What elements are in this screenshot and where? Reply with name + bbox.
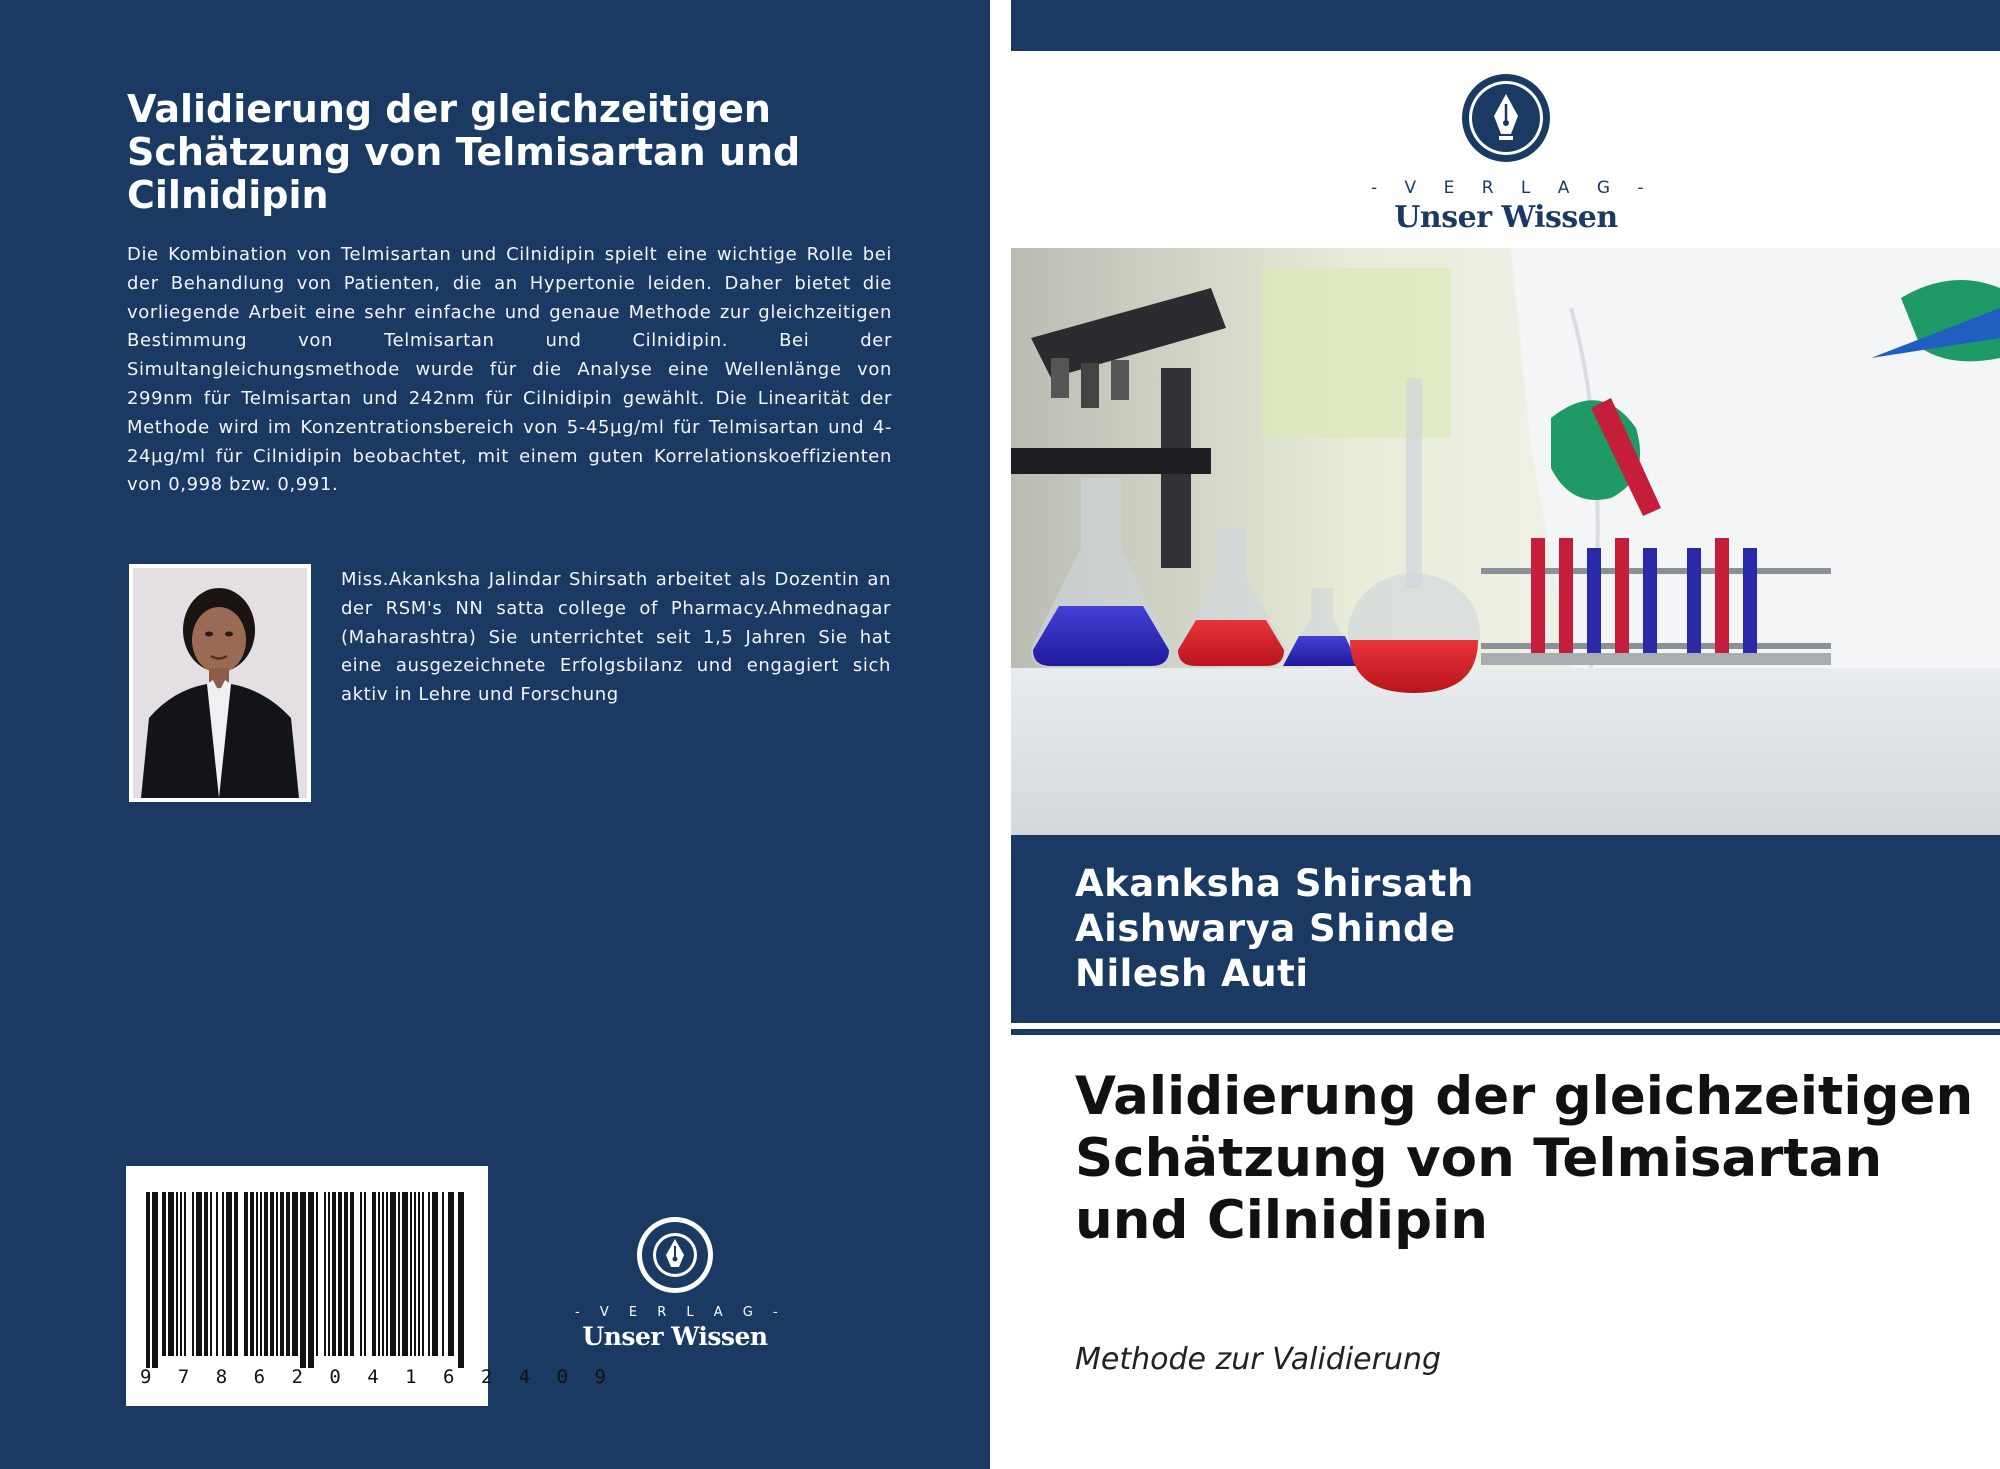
barcode-bar xyxy=(382,1192,384,1356)
barcode-bar xyxy=(152,1192,158,1368)
barcode-bar xyxy=(432,1192,438,1356)
barcode-bar xyxy=(286,1192,290,1356)
front-publisher-logo xyxy=(1371,72,1655,235)
barcode-bar xyxy=(260,1192,262,1356)
author-name: Akanksha Shirsath xyxy=(1075,862,1474,905)
barcode-bar xyxy=(414,1192,416,1356)
barcode-bar xyxy=(244,1192,248,1356)
front-logo-brand: Unser Wissen xyxy=(1394,200,1618,235)
barcode-bar xyxy=(276,1192,278,1356)
laboratory-glassware-photo xyxy=(1011,248,2000,835)
authors-band xyxy=(1011,835,2000,1023)
barcode-bar xyxy=(338,1192,342,1356)
back-logo-brand: Unser Wissen xyxy=(582,1322,768,1351)
fountain-pen-nib-icon xyxy=(635,1215,715,1295)
barcode-bar xyxy=(316,1192,318,1356)
back-cover-title: Validierung der gleichzeitigen Schätzung von Telmisartan und Cilnidipin xyxy=(127,87,801,217)
barcode-bar xyxy=(162,1192,166,1356)
barcode-bar xyxy=(402,1192,408,1356)
barcode-bars xyxy=(146,1192,468,1368)
front-cover-title: Validierung der gleichzeitigen Schätzung von Telmisartan und Cilnidipin xyxy=(1075,1066,1974,1251)
barcode-bar xyxy=(364,1192,366,1356)
barcode-bar xyxy=(418,1192,420,1356)
barcode-bar xyxy=(386,1192,388,1356)
barcode-bar xyxy=(378,1192,380,1356)
barcode-bar xyxy=(180,1192,182,1356)
front-top-bar xyxy=(1011,0,2000,51)
barcode-bar xyxy=(204,1192,208,1356)
barcode-bar xyxy=(280,1192,284,1356)
barcode-bar xyxy=(292,1192,298,1356)
barcode-bar xyxy=(390,1192,396,1356)
author-name: Aishwarya Shinde xyxy=(1075,907,1456,950)
barcode-bar xyxy=(308,1192,314,1368)
divider-rule xyxy=(1011,1029,2000,1035)
author-biography: Miss.Akanksha Jalindar Shirsath arbeitet als Dozentin an der RSM's NN satta college of Pharmacy.Ahmednagar (Maharashtra) Sie unterrichtet seit 1,5 Jahren Sie hat eine ausgezeichnete Erfolgsbilanz und engagiert sich aktiv in Lehre und Forschung xyxy=(341,569,891,706)
barcode-bar xyxy=(372,1192,376,1356)
author-portrait-image xyxy=(133,568,307,798)
front-cover xyxy=(1011,0,2000,1469)
lab-photo-illustration xyxy=(1011,248,2000,835)
barcode-bar xyxy=(192,1192,194,1356)
barcode-bar xyxy=(256,1192,258,1356)
barcode-bar xyxy=(226,1192,232,1356)
fountain-pen-nib-icon xyxy=(1460,72,1552,164)
barcode-bar xyxy=(210,1192,212,1356)
barcode-bar xyxy=(176,1192,178,1356)
back-cover-description: Die Kombination von Telmisartan und Cilnidipin spielt eine wichtige Rolle bei der Behandlung von Patienten, die an Hypertonie leiden. Daher bietet die vorliegende Arbeit eine sehr einfache und genaue Methode zur gleichzeitigen Bestimmung von Telmisartan und Cilnidipin. Bei der Simultangleichungsmethode wurde für die Analyse eine Wellenlänge von 299nm für Telmisartan und 242nm für Cilnidipin gewählt. Die Linearität der Methode wird im Konzentrationsbereich von 5-45µg/ml für Telmisartan und 4-24µg/ml für Cilnidipin beobachtet, mit einem guten Korrelationskoeffizienten von 0,998 bzw. 0,991. xyxy=(127,244,892,496)
barcode-bar xyxy=(458,1192,464,1368)
barcode-bar xyxy=(448,1192,454,1356)
barcode-bar xyxy=(344,1192,348,1356)
back-logo-verlag: - V E R L A G - xyxy=(575,1305,786,1320)
barcode-bar xyxy=(350,1192,354,1356)
book-spine xyxy=(990,0,1011,1469)
barcode-bar xyxy=(428,1192,430,1356)
barcode-bar xyxy=(234,1192,238,1356)
barcode-bar xyxy=(398,1192,400,1356)
barcode-bar xyxy=(196,1192,202,1356)
author-portrait xyxy=(129,564,311,802)
isbn-digits: 9 7 8 6 2 0 4 1 6 2 4 0 9 xyxy=(140,1366,614,1388)
barcode-bar xyxy=(222,1192,224,1356)
barcode-bar xyxy=(328,1192,330,1356)
author-name: Nilesh Auti xyxy=(1075,952,1309,995)
barcode-bar xyxy=(270,1192,274,1356)
barcode-bar xyxy=(410,1192,412,1356)
barcode-bar xyxy=(184,1192,186,1356)
barcode-bar xyxy=(300,1192,306,1368)
back-publisher-logo xyxy=(575,1215,786,1351)
barcode-bar xyxy=(216,1192,218,1356)
barcode-bar xyxy=(168,1192,174,1356)
barcode-bar xyxy=(442,1192,444,1356)
barcode-bar xyxy=(146,1192,150,1368)
barcode-bar xyxy=(332,1192,336,1356)
back-cover xyxy=(0,0,990,1469)
front-logo-verlag: - V E R L A G - xyxy=(1371,178,1655,198)
front-cover-subtitle: Methode zur Validierung xyxy=(1075,1342,1442,1377)
barcode-bar xyxy=(360,1192,362,1356)
barcode-bar xyxy=(324,1192,326,1356)
isbn-barcode xyxy=(126,1166,614,1406)
barcode-bar xyxy=(250,1192,254,1356)
barcode-bar xyxy=(422,1192,424,1356)
barcode-bar xyxy=(264,1192,268,1356)
